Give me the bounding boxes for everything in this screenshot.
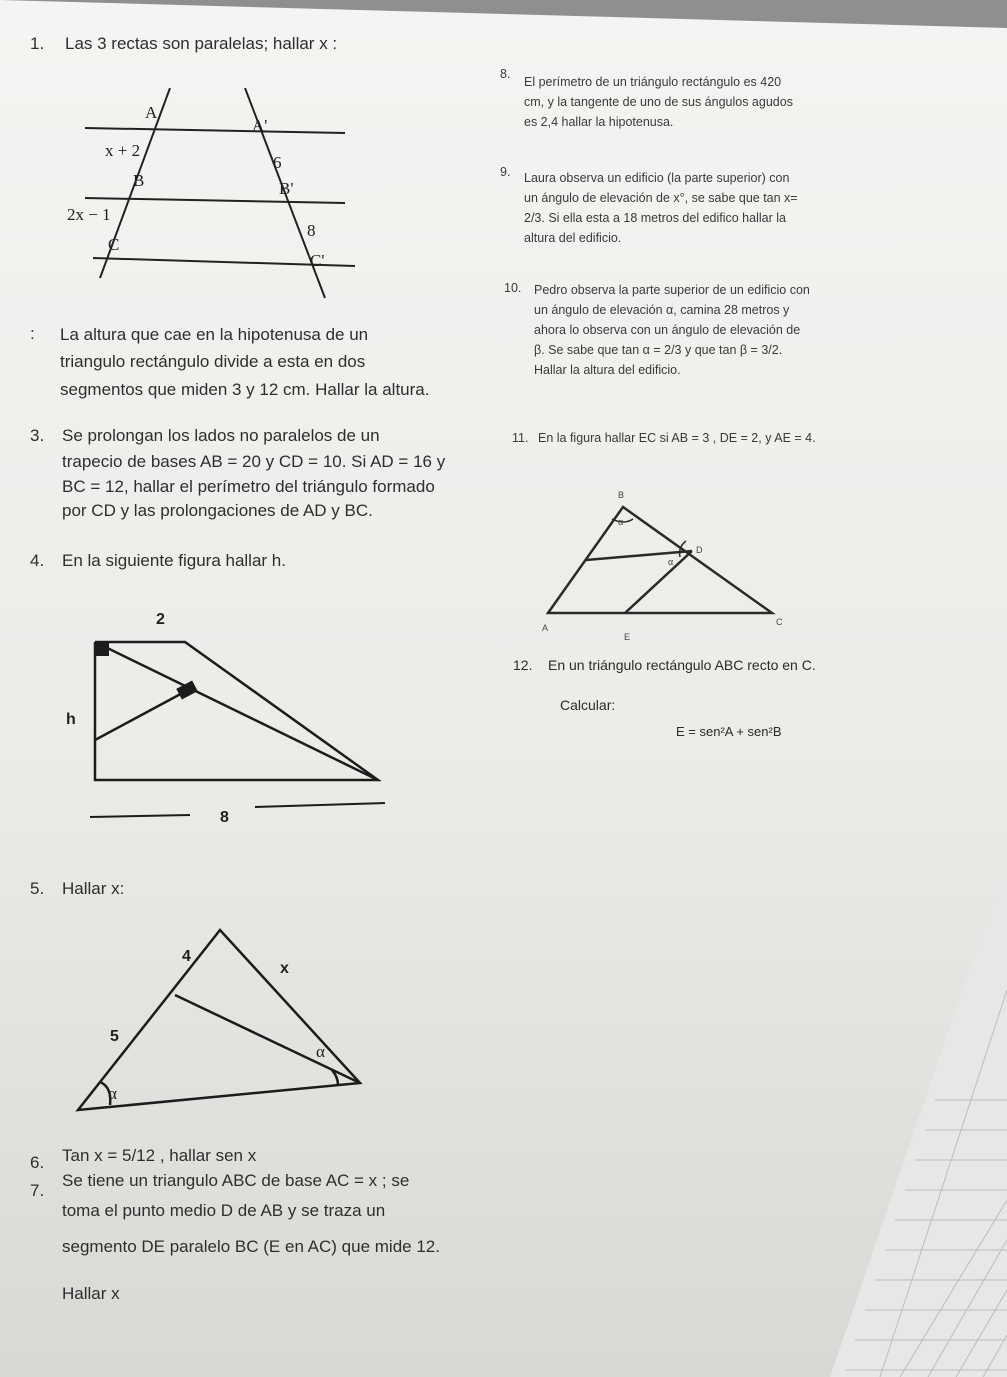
fig5-label-x: x bbox=[280, 960, 289, 977]
problem-2-line-2: triangulo rectángulo divide a esta en dos bbox=[60, 352, 366, 371]
problem-3-line-2: trapecio de bases AB = 20 y CD = 10. Si AD = 16 y bbox=[62, 452, 446, 471]
fig11-label-D: D bbox=[696, 545, 703, 555]
problem-6-number: 6. bbox=[30, 1153, 45, 1172]
problem-7-number: 7. bbox=[30, 1181, 45, 1200]
dimension-line-left bbox=[90, 815, 190, 817]
problem-7-line-3: segmento DE paralelo BC (E en AC) que mide 12. bbox=[62, 1237, 440, 1256]
fig1-label-B-prime: B' bbox=[279, 179, 294, 198]
problem-5-number: 5. bbox=[30, 879, 45, 898]
fig5-label-alpha-left: α bbox=[108, 1084, 117, 1103]
problem-10-line-3: ahora lo observa con un ángulo de elevación de bbox=[534, 323, 801, 337]
problem-9-line-1: Laura observa un edificio (la parte superior) con bbox=[524, 171, 790, 185]
fig11-label-B: B bbox=[618, 490, 625, 500]
problem-12-formula: E = sen²A + sen²B bbox=[676, 724, 782, 739]
problem-12-number: 12. bbox=[513, 657, 533, 673]
problem-11-number: 11. bbox=[512, 431, 529, 445]
fig11-label-C: C bbox=[776, 617, 783, 627]
problem-8-line-3: es 2,4 hallar la hipotenusa. bbox=[524, 115, 674, 129]
problem-11-text: En la figura hallar EC si AB = 3 , DE = 2, y AE = 4. bbox=[538, 431, 816, 445]
problem-2-number: : bbox=[30, 324, 35, 343]
height-segment bbox=[95, 690, 188, 740]
fig1-label-x-plus-2: x + 2 bbox=[105, 141, 141, 160]
problem-7-line-1: Se tiene un triangulo ABC de base AC = x ; se bbox=[62, 1171, 410, 1190]
fig5-label-alpha-right: α bbox=[316, 1042, 325, 1061]
problem-8-line-1: El perímetro de un triángulo rectángulo es 420 bbox=[524, 75, 782, 89]
right-angle-mark-top bbox=[95, 642, 109, 656]
fig1-label-2x-minus-1: 2x − 1 bbox=[67, 205, 111, 224]
problem-10-line-2: un ángulo de elevación α, camina 28 metros y bbox=[534, 303, 790, 317]
problem-4-text: En la siguiente figura hallar h. bbox=[62, 551, 286, 570]
problem-7-line-2: toma el punto medio D de AB y se traza un bbox=[62, 1201, 386, 1220]
problem-2-line-3: segmentos que miden 3 y 12 cm. Hallar la altura. bbox=[60, 380, 430, 399]
fig1-label-C-prime: C' bbox=[310, 251, 325, 270]
problem-8-line-2: cm, y la tangente de uno de sus ángulos agudos bbox=[524, 95, 793, 109]
problem-3-line-3: BC = 12, hallar el perímetro del triángulo formado bbox=[62, 477, 435, 496]
problem-4-figure bbox=[60, 600, 400, 830]
problem-5-figure bbox=[70, 925, 390, 1125]
fig1-label-8: 8 bbox=[307, 221, 316, 240]
dimension-line-right bbox=[255, 803, 385, 807]
problem-3-line-1: Se prolongan los lados no paralelos de un bbox=[62, 426, 380, 445]
problem-1-text: Las 3 rectas son paralelas; hallar x : bbox=[65, 34, 338, 53]
fig11-label-A: A bbox=[542, 623, 549, 633]
fig1-label-C: C bbox=[108, 235, 120, 254]
fig4-label-8: 8 bbox=[220, 809, 229, 826]
problem-1-figure bbox=[45, 88, 385, 303]
segment-to-D bbox=[586, 551, 692, 560]
problem-10-line-4: β. Se sabe que tan α = 2/3 y que tan β = 3/2. bbox=[534, 343, 783, 357]
problem-12-text: En un triángulo rectángulo ABC recto en C. bbox=[548, 657, 816, 673]
triangle-outline bbox=[78, 930, 360, 1110]
problem-9-line-4: altura del edificio. bbox=[524, 231, 622, 245]
parallel-line-1 bbox=[85, 128, 345, 133]
problem-7-line-4: Hallar x bbox=[62, 1284, 120, 1303]
problem-9-line-3: 2/3. Si ella esta a 18 metros del edifico hallar la bbox=[524, 211, 786, 225]
fig4-label-h: h bbox=[66, 711, 76, 728]
fig1-label-A: A bbox=[145, 103, 158, 122]
fig1-label-A-prime: A' bbox=[252, 116, 268, 135]
problem-3-line-4: por CD y las prolongaciones de AD y BC. bbox=[62, 501, 373, 520]
problem-11-figure bbox=[540, 485, 800, 645]
parallel-line-2 bbox=[85, 198, 345, 203]
diagonal-line bbox=[95, 642, 378, 780]
problem-9-line-2: un ángulo de elevación de x°, se sabe que tan x= bbox=[524, 191, 798, 205]
problem-1-number: 1. bbox=[30, 34, 45, 53]
problem-10-number: 10. bbox=[504, 281, 522, 295]
fig5-label-5: 5 bbox=[110, 1028, 119, 1045]
fig11-label-alpha-B: α bbox=[618, 517, 624, 527]
problem-4-number: 4. bbox=[30, 551, 45, 570]
fig11-label-E: E bbox=[624, 632, 631, 642]
problem-6-text: Tan x = 5/12 , hallar sen x bbox=[62, 1146, 257, 1165]
problem-12-calc-label: Calcular: bbox=[560, 697, 616, 713]
problem-5-text: Hallar x: bbox=[62, 879, 125, 898]
fig1-label-B: B bbox=[133, 171, 145, 190]
problem-2-line-1: La altura que cae en la hipotenusa de un bbox=[60, 325, 369, 344]
problem-3-number: 3. bbox=[30, 426, 45, 445]
problem-9-number: 9. bbox=[500, 165, 511, 179]
problem-8-number: 8. bbox=[500, 67, 511, 81]
fig4-label-2: 2 bbox=[156, 611, 165, 628]
problem-10-line-1: Pedro observa la parte superior de un edificio con bbox=[534, 283, 810, 297]
problem-10-line-5: Hallar la altura del edificio. bbox=[534, 363, 681, 377]
fig11-label-alpha-D: α bbox=[668, 557, 674, 567]
fig1-label-6: 6 bbox=[273, 153, 282, 172]
segment-DE bbox=[625, 551, 692, 613]
fig5-label-4: 4 bbox=[182, 948, 191, 965]
triangle-ABC bbox=[548, 507, 772, 613]
